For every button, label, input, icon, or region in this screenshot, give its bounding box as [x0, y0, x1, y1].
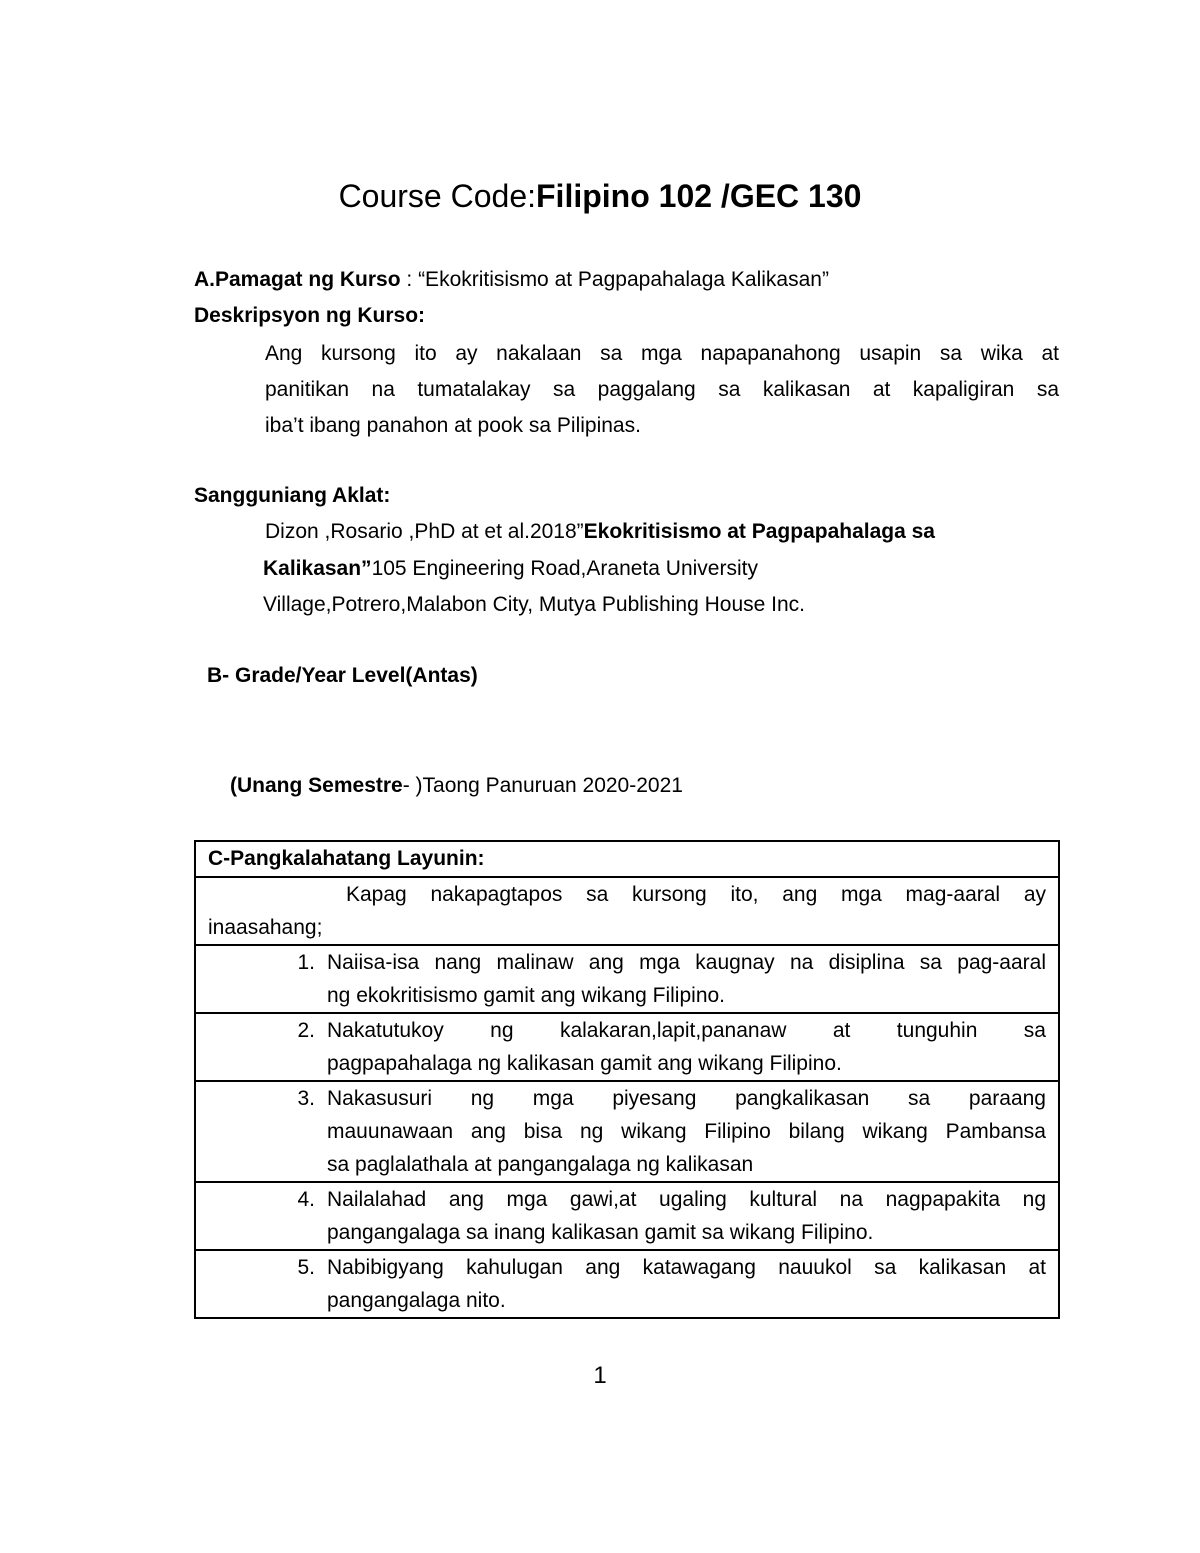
reference-line-1	[265, 520, 935, 544]
objective-text	[327, 1251, 1046, 1317]
reference-book-title: Ekokritisismo at Pagpapahalaga sa	[583, 520, 935, 543]
objective-cell	[195, 1250, 1059, 1318]
intro-line: Kapag nakapagtapos sa kursong ito, ang mga mag-aaral ay	[346, 883, 1046, 906]
course-code: Filipino 102 /GEC 130	[536, 178, 862, 214]
objective-cell	[195, 1013, 1059, 1081]
course-title-value: “Ekokritisismo at Pagpapahalaga Kalikasan”	[418, 268, 829, 291]
objective-number: 4.	[297, 1188, 315, 1211]
objective-line: ng ekokritisismo gamit ang wikang Filipino.	[327, 984, 726, 1007]
reference-address: 105 Engineering Road,Araneta University	[371, 557, 758, 580]
objective-number: 2.	[297, 1019, 315, 1042]
objective-line: pagpapahalaga ng kalikasan gamit ang wikang Filipino.	[327, 1052, 842, 1075]
objective-number: 3.	[297, 1087, 315, 1110]
reference-line-3: Village,Potrero,Malabon City, Mutya Publishing House Inc.	[263, 593, 806, 616]
objective-line: pangangalaga nito.	[327, 1289, 506, 1312]
objectives-table	[194, 840, 1060, 1319]
reference-line-2	[263, 557, 758, 581]
course-title-separator: :	[400, 268, 419, 291]
objective-item	[208, 1251, 1046, 1317]
objective-item	[208, 1183, 1046, 1249]
reference-author: Dizon ,Rosario ,PhD at et al.2018”	[265, 520, 584, 543]
objectives-intro-row	[195, 877, 1059, 945]
reference-label: Sangguniang Aklat:	[194, 484, 391, 507]
objective-row	[195, 1182, 1059, 1250]
course-title-label: A.Pamagat ng Kurso	[194, 268, 401, 291]
objective-line: pangangalaga sa inang kalikasan gamit sa wikang Filipino.	[327, 1221, 874, 1244]
page-number: 1	[593, 1362, 607, 1389]
description-label: Deskripsyon ng Kurso:	[194, 304, 426, 327]
objective-cell	[195, 945, 1059, 1013]
semester-name: Unang Semestre	[237, 774, 403, 797]
description-line: iba’t ibang panahon at pook sa Pilipinas.	[265, 414, 641, 437]
objective-line: Nabibigyang kahulugan ang katawagang nauukol sa kalikasan at	[327, 1256, 1046, 1279]
semester-open: (	[230, 774, 237, 797]
objective-text	[327, 946, 1046, 1012]
objective-row	[195, 945, 1059, 1013]
objective-item	[208, 1082, 1046, 1181]
objective-item	[208, 1014, 1046, 1080]
school-year: - )Taong Panuruan 2020-2021	[402, 774, 683, 797]
objective-cell	[195, 1182, 1059, 1250]
objectives-header: C-Pangkalahatang Layunin:	[195, 841, 1059, 877]
objective-line: Nakatutukoy ng kalakaran,lapit,pananaw at tunguhin sa	[327, 1019, 1046, 1042]
objective-text	[327, 1183, 1046, 1249]
objective-item	[208, 946, 1046, 1012]
objective-row	[195, 1081, 1059, 1182]
description-line: Ang kursong ito ay nakalaan sa mga napapanahong usapin sa wika at	[265, 342, 1059, 365]
description-line: panitikan na tumatalakay sa paggalang sa kalikasan at kapaligiran sa	[265, 378, 1059, 401]
objectives-header-row	[195, 841, 1059, 877]
objective-number: 5.	[297, 1256, 315, 1279]
objective-number: 1.	[297, 951, 315, 974]
reference-book-title-end: Kalikasan”	[263, 557, 372, 580]
page-title	[0, 178, 1200, 215]
objective-line: Nailalahad ang mga gawi,at ugaling kultural na nagpapakita ng	[327, 1188, 1046, 1211]
objective-line: mauunawaan ang bisa ng wikang Filipino bilang wikang Pambansa	[327, 1120, 1046, 1143]
title-prefix: Course Code:	[338, 178, 536, 214]
objective-row	[195, 1013, 1059, 1081]
semester-line	[230, 774, 683, 798]
objective-text	[327, 1014, 1046, 1080]
objective-row	[195, 1250, 1059, 1318]
course-title-line	[194, 268, 829, 292]
objective-line: sa paglalathala at pangangalaga ng kalikasan	[327, 1153, 754, 1176]
objective-text	[327, 1082, 1046, 1181]
objective-cell	[195, 1081, 1059, 1182]
objective-line: Naiisa-isa nang malinaw ang mga kaugnay na disiplina sa pag-aaral	[327, 951, 1046, 974]
objectives-intro	[195, 877, 1059, 945]
objective-line: Nakasusuri ng mga piyesang pangkalikasan sa paraang	[327, 1087, 1046, 1110]
grade-level: B- Grade/Year Level(Antas)	[207, 664, 478, 687]
description-text	[265, 336, 1059, 444]
intro-line: inaasahang;	[208, 916, 323, 939]
